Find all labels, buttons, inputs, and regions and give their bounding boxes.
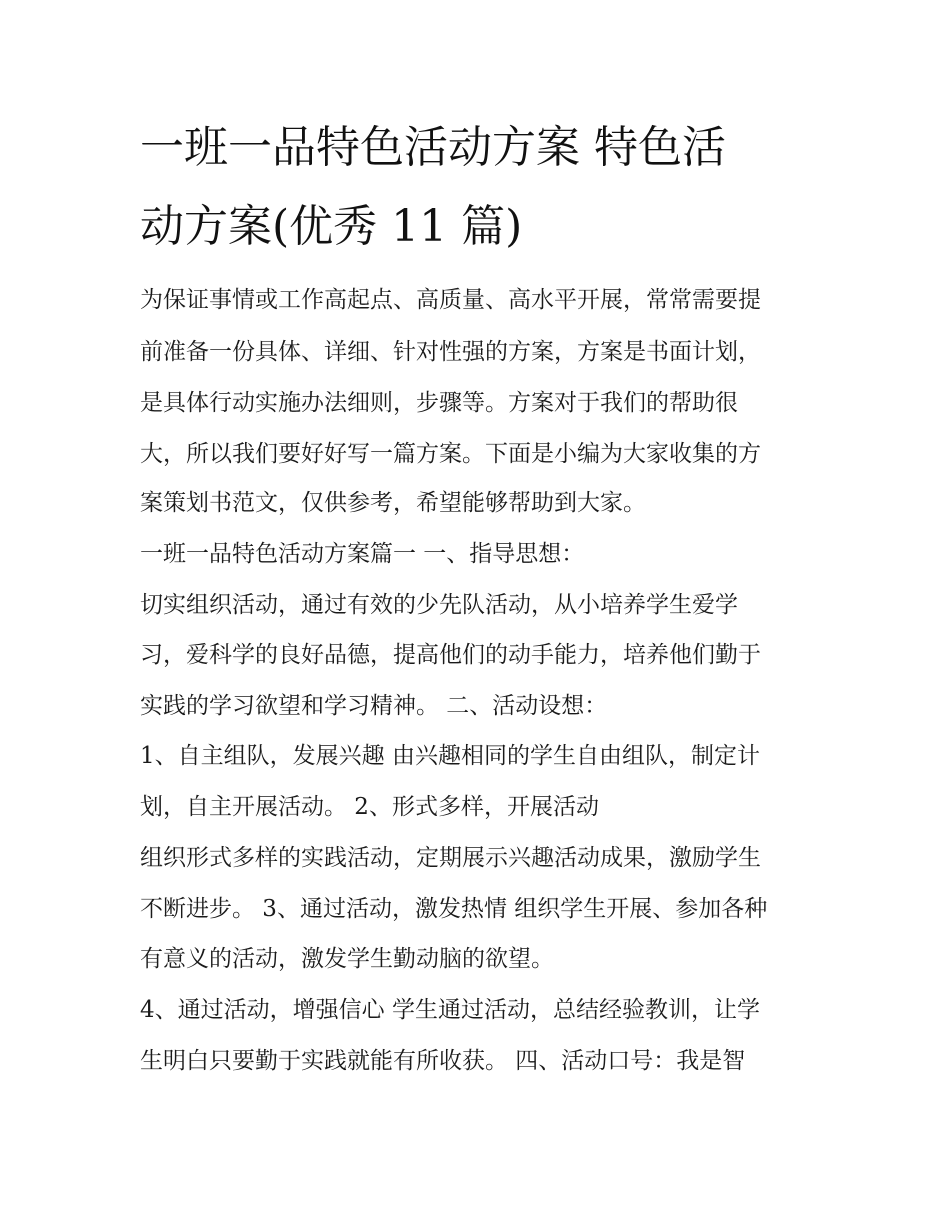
body-text-line: 划，自主开展活动。 2、形式多样，开展活动 [140, 794, 599, 820]
body-text-line: 4、通过活动，增强信心 学生通过活动，总结经验教训，让学 [140, 997, 760, 1023]
document-title-line-1: 一班一品特色活动方案 特色活 [140, 122, 726, 173]
section-heading-line: 一班一品特色活动方案篇一 一、指导思想： [140, 541, 585, 567]
document-title-line-2: 动方案(优秀 11 篇) [140, 201, 523, 252]
body-text-line: 切实组织活动，通过有效的少先队活动，从小培养学生爱学 [140, 592, 738, 618]
body-text-line: 生明白只要勤于实践就能有所收获。 四、活动口号：我是智 [140, 1048, 746, 1074]
body-text-line: 组织形式多样的实践活动，定期展示兴趣活动成果，激励学生 [140, 845, 761, 871]
body-text-line: 案策划书范文，仅供参考，希望能够帮助到大家。 [140, 490, 646, 516]
body-text-line: 为保证事情或工作高起点、高质量、高水平开展，常常需要提 [140, 287, 761, 313]
body-text-line: 不断进步。 3、通过活动，激发热情 组织学生开展、参加各种 [140, 896, 768, 922]
body-text-line: 大，所以我们要好好写一篇方案。下面是小编为大家收集的方 [140, 441, 761, 467]
body-text-line: 是具体行动实施办法细则，步骤等。方案对于我们的帮助很 [140, 390, 738, 416]
body-text-line: 习，爱科学的良好品德，提高他们的动手能力，培养他们勤于 [140, 642, 761, 668]
body-text-line: 前准备一份具体、详细、针对性强的方案，方案是书面计划， [140, 339, 761, 365]
body-text-line: 实践的学习欲望和学习精神。 二、活动设想： [140, 693, 608, 719]
body-text-line: 有意义的活动，激发学生勤动脑的欲望。 [140, 946, 554, 972]
body-text-line: 1、自主组队，发展兴趣 由兴趣相同的学生自由组队，制定计 [140, 743, 760, 769]
